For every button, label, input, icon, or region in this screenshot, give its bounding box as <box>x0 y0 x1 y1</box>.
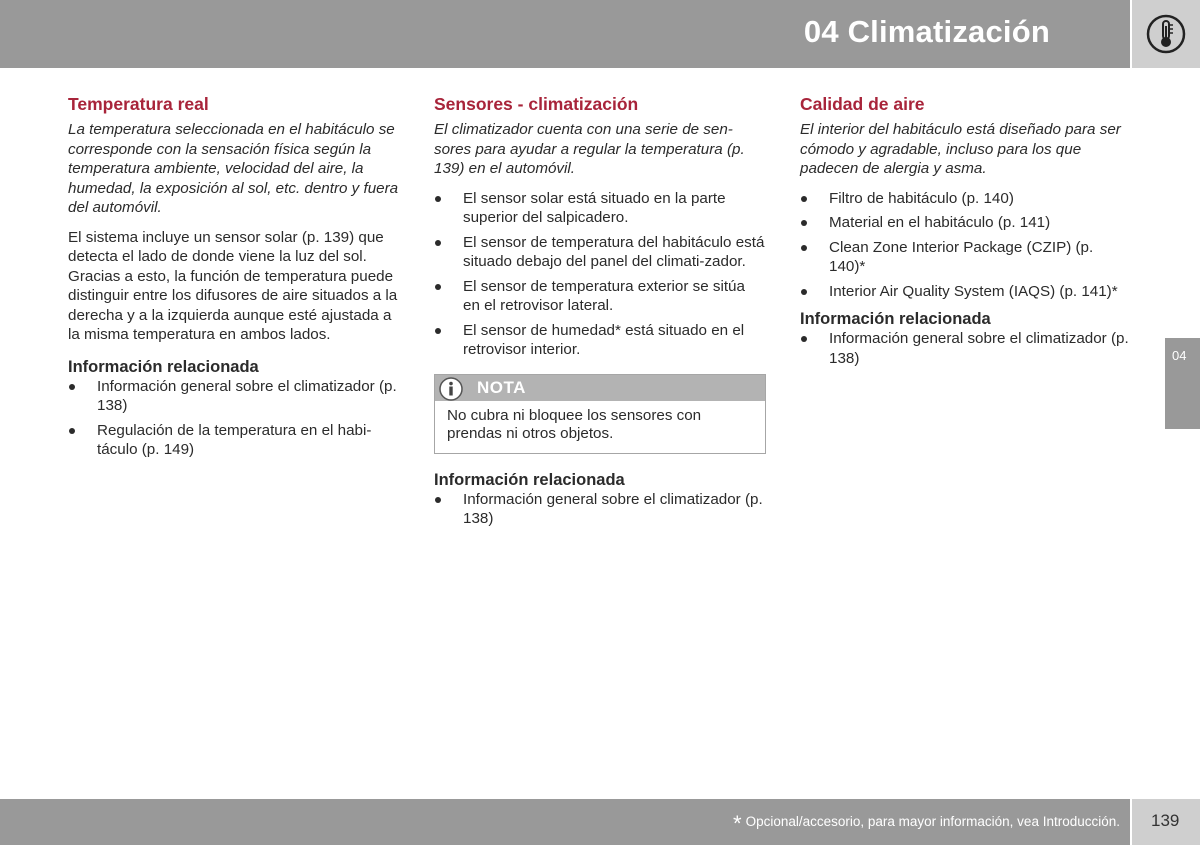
related-link[interactable]: Información general sobre el climatizador (p. 138) <box>68 377 400 416</box>
bullet-icon <box>801 245 807 251</box>
section-title: Sensores - climatización <box>434 94 639 114</box>
bullet-icon <box>435 497 441 503</box>
list-item: El sensor de temperatura del habitáculo está situado debajo del panel del climati-zador. <box>434 233 766 272</box>
bullet-icon <box>801 220 807 226</box>
list-item: El sensor solar está situado en la parte superior del salpicadero. <box>434 189 766 228</box>
section-calidad-aire <box>800 94 1132 373</box>
list-item: El sensor de temperatura exterior se sitúa en el retrovisor lateral. <box>434 277 766 316</box>
chapter-title: 04 Climatización <box>803 14 1050 49</box>
list-item: El sensor de humedad* está situado en el retrovisor interior. <box>434 321 766 360</box>
chapter-side-tab[interactable] <box>1165 338 1200 429</box>
related-info-title: Información relacionada <box>434 470 625 489</box>
section-temperatura-real <box>68 94 400 465</box>
bullet-icon <box>69 384 75 390</box>
note-box <box>434 374 766 454</box>
bullet-icon <box>801 289 807 295</box>
note-header <box>435 375 765 401</box>
page-number: 139 <box>1151 811 1180 830</box>
info-icon <box>437 376 465 402</box>
related-info-list <box>434 490 766 529</box>
related-link[interactable]: Regulación de la temperatura en el habi-táculo (p. 149) <box>68 421 400 460</box>
list-item[interactable]: Material en el habitáculo (p. 141) <box>800 213 1132 233</box>
related-info-title: Información relacionada <box>800 310 991 328</box>
footer-bar <box>0 799 1130 845</box>
footer-note-text: Opcional/accesorio, para mayor información, vea Introducción. <box>745 814 1120 829</box>
page-number-box <box>1132 799 1200 845</box>
chapter-tab-label: 04 <box>1172 348 1187 363</box>
related-info-title: Información relacionada <box>68 357 259 376</box>
list-item[interactable]: Filtro de habitáculo (p. 140) <box>800 189 1132 209</box>
thermometer-icon <box>1146 13 1186 55</box>
bullet-icon <box>435 328 441 334</box>
related-info-list <box>68 377 400 460</box>
section-intro: El climatizador cuenta con una serie de sen-sores para ayudar a regular la temperatura (p. 139) en el automóvil. <box>434 121 745 177</box>
note-label: NOTA <box>477 377 526 397</box>
air-quality-list <box>800 189 1132 302</box>
section-body: El sistema incluye un sensor solar (p. 139) que detecta el lado de donde viene la luz del sol. Gracias a esto, la función de temperatura puede distinguir entre los difusores de aire situados a la derecha y a la izquierda aunque esté ajustada a la misma temperatura en ambos lados. <box>68 228 398 343</box>
footer-note <box>733 811 1120 837</box>
header-bar <box>0 0 1130 68</box>
sensor-list <box>434 189 766 360</box>
list-item[interactable]: Interior Air Quality System (IAQS) (p. 141)* <box>800 282 1132 302</box>
related-info-list <box>800 329 1132 368</box>
bullet-icon <box>801 336 807 342</box>
section-title: Temperatura real <box>68 94 209 114</box>
related-link[interactable]: Información general sobre el climatizador (p. 138) <box>800 329 1132 368</box>
bullet-icon <box>69 428 75 434</box>
bullet-icon <box>801 196 807 202</box>
section-intro: La temperatura seleccionada en el habitáculo se corresponde con la sensación física según la temperatura ambiente, velocidad del aire, la humedad, la exposición al sol, etc. dentro y fuera del automóvil. <box>68 121 399 216</box>
bullet-icon <box>435 240 441 246</box>
section-intro: El interior del habitáculo está diseñado para ser cómodo y agradable, incluso para los que padecen de alergia y asma. <box>800 121 1121 177</box>
chapter-icon-box <box>1132 0 1200 68</box>
bullet-icon <box>435 196 441 202</box>
note-text: No cubra ni bloquee los sensores con prendas ni otros objetos. <box>447 406 702 442</box>
list-item[interactable]: Clean Zone Interior Package (CZIP) (p. 140)* <box>800 238 1132 277</box>
section-title: Calidad de aire <box>800 94 925 114</box>
related-link[interactable]: Información general sobre el climatizador (p. 138) <box>434 490 766 529</box>
bullet-icon <box>435 284 441 290</box>
section-sensores <box>434 94 766 534</box>
asterisk-mark: * <box>733 811 742 836</box>
